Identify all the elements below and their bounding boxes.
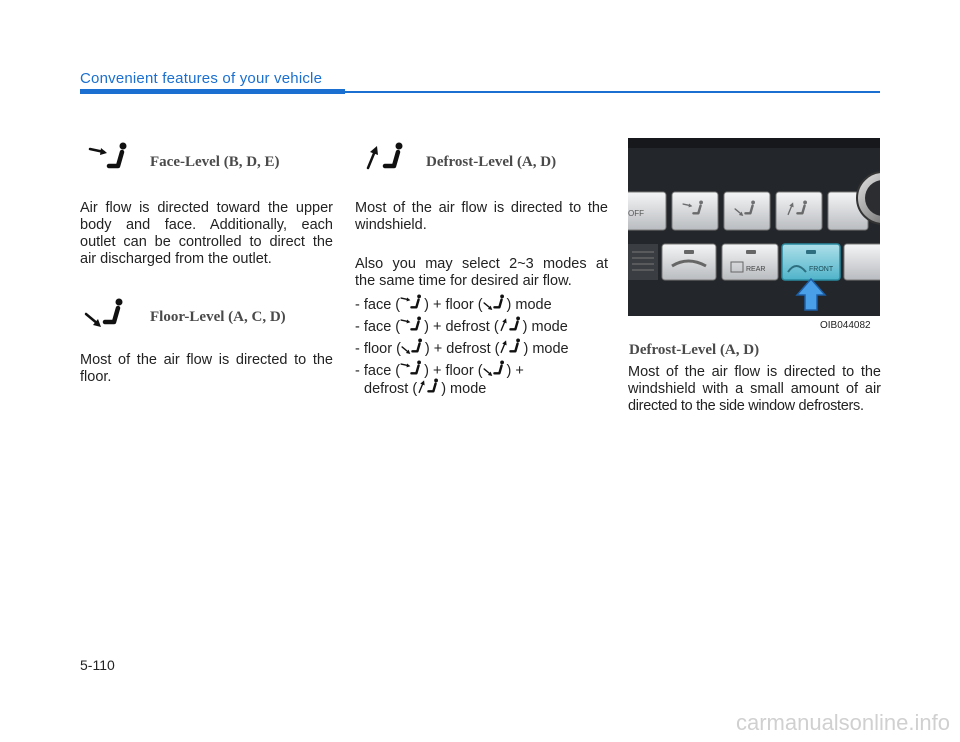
header-rule — [345, 91, 880, 93]
page-number: 5-110 — [80, 657, 115, 673]
face-mode-icon — [400, 294, 424, 313]
header-accent-bar — [80, 89, 345, 94]
defrost-mode-icon — [499, 338, 523, 357]
face-level-heading: Face-Level (B, D, E) — [150, 154, 280, 170]
face-level-description: Air flow is directed toward the upper body and face. Additionally, each outlet can be controlled to direct the air discharged from the outlet. — [80, 200, 333, 267]
defrost-level-description: Most of the air flow is directed to the windshield. — [355, 200, 608, 233]
climate-panel-photo — [628, 138, 880, 333]
mode-floor-defrost: - floor ( ) + defrost ( ) mode — [355, 338, 569, 358]
watermark: carmanualsonline.info — [735, 710, 950, 735]
defrost-level-heading-2: Defrost-Level (A, D) — [629, 342, 760, 358]
front-defrost-button-label: FRONT — [809, 266, 834, 273]
defrost-level-description-2: Most of the air flow is directed to the windshield with a small amount of air directed to the side window defrosters. — [628, 364, 881, 414]
mode-face-floor-defrost: - face ( ) + floor ( ) + — [355, 360, 524, 380]
face-mode-icon — [400, 360, 424, 379]
floor-mode-icon — [483, 360, 507, 379]
section-header-title: Convenient features of your vehicle — [80, 70, 323, 87]
mode-face-floor-defrost-cont: defrost ( ) mode — [364, 378, 486, 398]
defrost-mode-icon — [499, 316, 523, 335]
defrost-mode-icon — [417, 378, 441, 397]
floor-mode-icon — [401, 338, 425, 357]
floor-level-icon — [84, 298, 128, 332]
floor-level-heading: Floor-Level (A, C, D) — [150, 309, 286, 325]
defrost-level-heading: Defrost-Level (A, D) — [426, 154, 557, 170]
mode-face-defrost: - face ( ) + defrost ( ) mode — [355, 316, 568, 336]
face-mode-icon — [400, 316, 424, 335]
defrost-level-icon — [364, 142, 408, 176]
floor-mode-icon — [483, 294, 507, 313]
face-level-icon — [88, 142, 132, 176]
mode-face-floor: - face ( ) + floor ( ) mode — [355, 294, 552, 314]
off-button-label: OFF — [628, 209, 644, 218]
floor-level-description: Most of the air flow is directed to the floor. — [80, 352, 333, 385]
photo-code: OIB044082 — [820, 320, 871, 331]
rear-defrost-button-label: REAR — [746, 266, 766, 273]
combined-modes-intro: Also you may select 2~3 modes at the same time for desired air flow. — [355, 256, 608, 289]
